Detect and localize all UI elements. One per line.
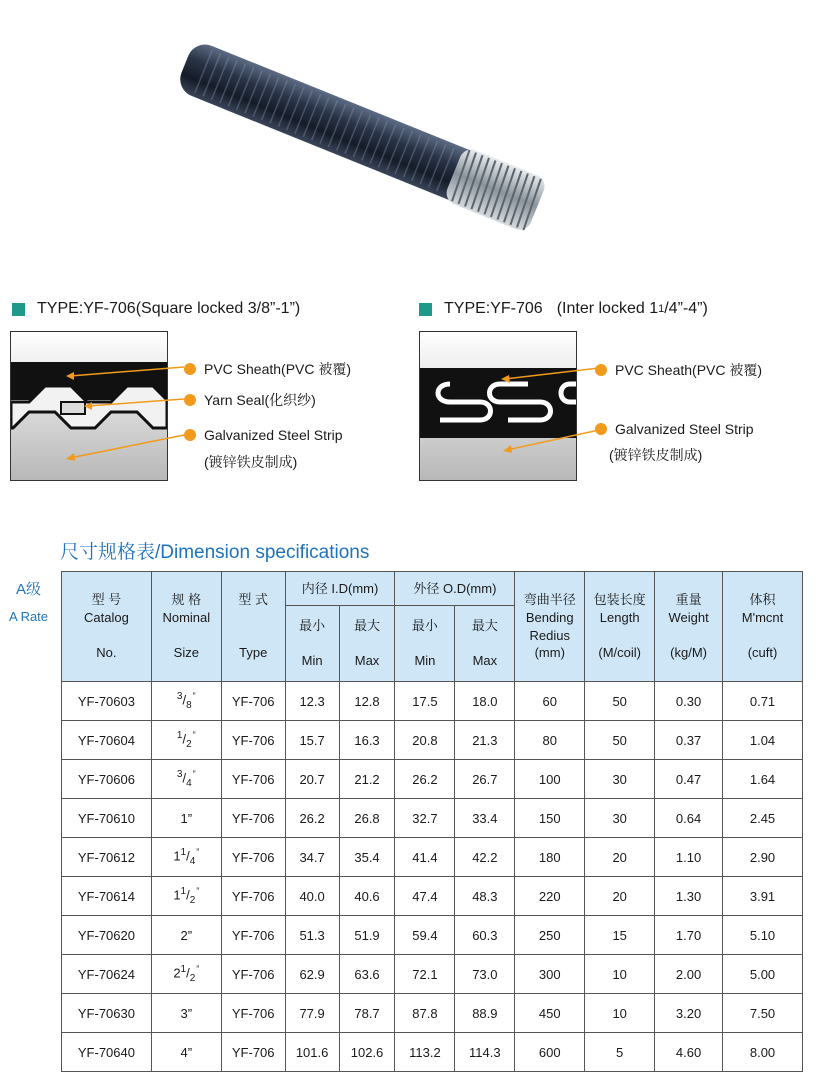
id-min-cell: 51.3: [285, 916, 339, 955]
size-cell: 2”: [151, 916, 221, 955]
callout-arrows-left: [60, 355, 190, 465]
callout-steel-strip-cn-left: (镀锌铁皮制成): [204, 454, 298, 470]
volume-cell: 5.00: [723, 955, 803, 994]
id-max-cell: 102.6: [339, 1033, 395, 1072]
orange-bullet-icon: [595, 364, 607, 376]
length-cell: 20: [585, 877, 655, 916]
od-max-cell: 21.3: [455, 721, 515, 760]
table-row: [62, 721, 803, 760]
length-cell: 10: [585, 994, 655, 1033]
od-max-cell: 88.9: [455, 994, 515, 1033]
id-min-cell: 34.7: [285, 838, 339, 877]
bending-cell: 60: [515, 682, 585, 721]
od-min-cell: 87.8: [395, 994, 455, 1033]
od-min-cell: 20.8: [395, 721, 455, 760]
type-heading-text: TYPE:YF-706(Square locked 3/8”-1”): [37, 300, 301, 317]
type-heading-rest-a: (Inter locked 1: [556, 300, 659, 317]
dimension-spec-table: [61, 571, 803, 1072]
volume-cell: 1.64: [723, 760, 803, 799]
od-max-cell: 18.0: [455, 682, 515, 721]
length-cell: 15: [585, 916, 655, 955]
length-cell: 30: [585, 760, 655, 799]
od-max-cell: 114.3: [455, 1033, 515, 1072]
weight-cell: 1.10: [655, 838, 723, 877]
volume-cell: 3.91: [723, 877, 803, 916]
od-max-cell: 26.7: [455, 760, 515, 799]
rate-label-en: A Rate: [9, 609, 49, 624]
od-min-cell: 32.7: [395, 799, 455, 838]
id-max-cell: 12.8: [339, 682, 395, 721]
callout-label: Galvanized Steel Strip: [204, 427, 343, 443]
bending-cell: 150: [515, 799, 585, 838]
catalog-cell: YF-70614: [62, 877, 152, 916]
callout-label: Yarn Seal(化织纱): [204, 392, 316, 408]
type-cell: YF-706: [221, 877, 285, 916]
callout-steel-strip-right: [595, 421, 754, 437]
header-bending: 弯曲半径 Bending Redius (mm): [515, 572, 585, 682]
orange-bullet-icon: [184, 394, 196, 406]
table-row: [62, 799, 803, 838]
weight-cell: 0.30: [655, 682, 723, 721]
catalog-cell: YF-70640: [62, 1033, 152, 1072]
length-cell: 20: [585, 838, 655, 877]
weight-cell: 0.64: [655, 799, 723, 838]
callout-steel-strip-cn-right: (镀锌铁皮制成): [609, 447, 703, 463]
volume-cell: 8.00: [723, 1033, 803, 1072]
dimension-spec-title: 尺寸规格表/Dimension specifications: [60, 542, 370, 563]
table-row: [62, 955, 803, 994]
length-cell: 30: [585, 799, 655, 838]
size-cell: 1”: [151, 799, 221, 838]
orange-bullet-icon: [184, 429, 196, 441]
size-cell: $1^1/_2^”$: [151, 877, 221, 916]
bending-cell: 80: [515, 721, 585, 760]
rate-label-cn: A级: [16, 581, 42, 598]
od-max-cell: 73.0: [455, 955, 515, 994]
callout-label: PVC Sheath(PVC 被覆): [615, 362, 763, 378]
catalog-cell: YF-70603: [62, 682, 152, 721]
header-type: 型 式 Type: [221, 572, 285, 682]
bending-cell: 450: [515, 994, 585, 1033]
header-length: 包装长度 Length (M/coil): [585, 572, 655, 682]
type-heading-inter-locked: [419, 300, 708, 318]
header-id-min: 最小 Min: [285, 606, 339, 682]
catalog-cell: YF-70620: [62, 916, 152, 955]
od-min-cell: 47.4: [395, 877, 455, 916]
callout-label: PVC Sheath(PVC 被覆): [204, 361, 352, 377]
type-cell: YF-706: [221, 838, 285, 877]
od-min-cell: 41.4: [395, 838, 455, 877]
bending-cell: 600: [515, 1033, 585, 1072]
header-od: 外径 O.D(mm): [395, 572, 515, 606]
id-min-cell: 26.2: [285, 799, 339, 838]
bending-cell: 180: [515, 838, 585, 877]
id-max-cell: 16.3: [339, 721, 395, 760]
type-cell: YF-706: [221, 682, 285, 721]
header-od-min: 最小 Min: [395, 606, 455, 682]
od-max-cell: 48.3: [455, 877, 515, 916]
volume-cell: 2.45: [723, 799, 803, 838]
header-id: 内径 I.D(mm): [285, 572, 395, 606]
weight-cell: 1.70: [655, 916, 723, 955]
type-cell: YF-706: [221, 1033, 285, 1072]
catalog-cell: YF-70604: [62, 721, 152, 760]
header-catalog: 型 号 Catalog No.: [62, 572, 152, 682]
callout-label: Galvanized Steel Strip: [615, 421, 754, 437]
id-max-cell: 35.4: [339, 838, 395, 877]
id-max-cell: 78.7: [339, 994, 395, 1033]
id-min-cell: 62.9: [285, 955, 339, 994]
weight-cell: 0.37: [655, 721, 723, 760]
header-od-max: 最大 Max: [455, 606, 515, 682]
id-max-cell: 26.8: [339, 799, 395, 838]
size-cell: $1^1/_4^”$: [151, 838, 221, 877]
catalog-cell: YF-70612: [62, 838, 152, 877]
weight-cell: 3.20: [655, 994, 723, 1033]
size-cell: 3”: [151, 994, 221, 1033]
table-row: [62, 916, 803, 955]
orange-bullet-icon: [595, 423, 607, 435]
length-cell: 10: [585, 955, 655, 994]
size-cell: $^3/_8^”$: [151, 682, 221, 721]
id-min-cell: 77.9: [285, 994, 339, 1033]
weight-cell: 2.00: [655, 955, 723, 994]
od-min-cell: 72.1: [395, 955, 455, 994]
bending-cell: 100: [515, 760, 585, 799]
callout-steel-strip-left: [184, 427, 343, 443]
id-min-cell: 40.0: [285, 877, 339, 916]
id-max-cell: 63.6: [339, 955, 395, 994]
type-heading-sup: 1: [658, 303, 665, 315]
type-heading-rest-b: /4”-4”): [664, 300, 708, 317]
weight-cell: 1.30: [655, 877, 723, 916]
type-cell: YF-706: [221, 994, 285, 1033]
id-max-cell: 40.6: [339, 877, 395, 916]
table-row: [62, 838, 803, 877]
orange-bullet-icon: [184, 363, 196, 375]
type-cell: YF-706: [221, 955, 285, 994]
header-id-max: 最大 Max: [339, 606, 395, 682]
table-row: [62, 760, 803, 799]
volume-cell: 1.04: [723, 721, 803, 760]
size-cell: 4”: [151, 1033, 221, 1072]
callout-pvc-sheath-right: [595, 360, 762, 380]
bending-cell: 300: [515, 955, 585, 994]
size-cell: $2^1/_2^”$: [151, 955, 221, 994]
catalog-cell: YF-70610: [62, 799, 152, 838]
volume-cell: 0.71: [723, 682, 803, 721]
header-nominal: 规 格 Nominal Size: [151, 572, 221, 682]
table-row: [62, 682, 803, 721]
length-cell: 50: [585, 721, 655, 760]
type-cell: YF-706: [221, 916, 285, 955]
callout-pvc-sheath-left: [184, 359, 351, 379]
length-cell: 50: [585, 682, 655, 721]
type-cell: YF-706: [221, 760, 285, 799]
od-min-cell: 59.4: [395, 916, 455, 955]
od-max-cell: 33.4: [455, 799, 515, 838]
catalog-cell: YF-70624: [62, 955, 152, 994]
id-max-cell: 21.2: [339, 760, 395, 799]
weight-cell: 4.60: [655, 1033, 723, 1072]
callout-yarn-seal: [184, 390, 316, 410]
bending-cell: 220: [515, 877, 585, 916]
table-row: [62, 994, 803, 1033]
square-bullet-icon: [12, 303, 25, 316]
type-heading-square-locked: [12, 300, 300, 318]
catalog-cell: YF-70606: [62, 760, 152, 799]
volume-cell: 5.10: [723, 916, 803, 955]
id-min-cell: 12.3: [285, 682, 339, 721]
od-max-cell: 60.3: [455, 916, 515, 955]
id-max-cell: 51.9: [339, 916, 395, 955]
od-min-cell: 17.5: [395, 682, 455, 721]
id-min-cell: 15.7: [285, 721, 339, 760]
weight-cell: 0.47: [655, 760, 723, 799]
type-cell: YF-706: [221, 721, 285, 760]
type-heading-main: TYPE:YF-706: [444, 300, 543, 317]
od-max-cell: 42.2: [455, 838, 515, 877]
table-row: [62, 1033, 803, 1072]
volume-cell: 2.90: [723, 838, 803, 877]
bending-cell: 250: [515, 916, 585, 955]
size-cell: $^1/_2^”$: [151, 721, 221, 760]
square-bullet-icon: [419, 303, 432, 316]
length-cell: 5: [585, 1033, 655, 1072]
type-cell: YF-706: [221, 799, 285, 838]
table-row: [62, 877, 803, 916]
size-cell: $^3/_4^”$: [151, 760, 221, 799]
hose-product-image: [160, 40, 580, 240]
header-volume: 体积 M'mcnt (cuft): [723, 572, 803, 682]
od-min-cell: 26.2: [395, 760, 455, 799]
od-min-cell: 113.2: [395, 1033, 455, 1072]
id-min-cell: 20.7: [285, 760, 339, 799]
header-weight: 重量 Weight (kg/M): [655, 572, 723, 682]
callout-arrows-right: [495, 360, 605, 460]
id-min-cell: 101.6: [285, 1033, 339, 1072]
volume-cell: 7.50: [723, 994, 803, 1033]
catalog-cell: YF-70630: [62, 994, 152, 1033]
